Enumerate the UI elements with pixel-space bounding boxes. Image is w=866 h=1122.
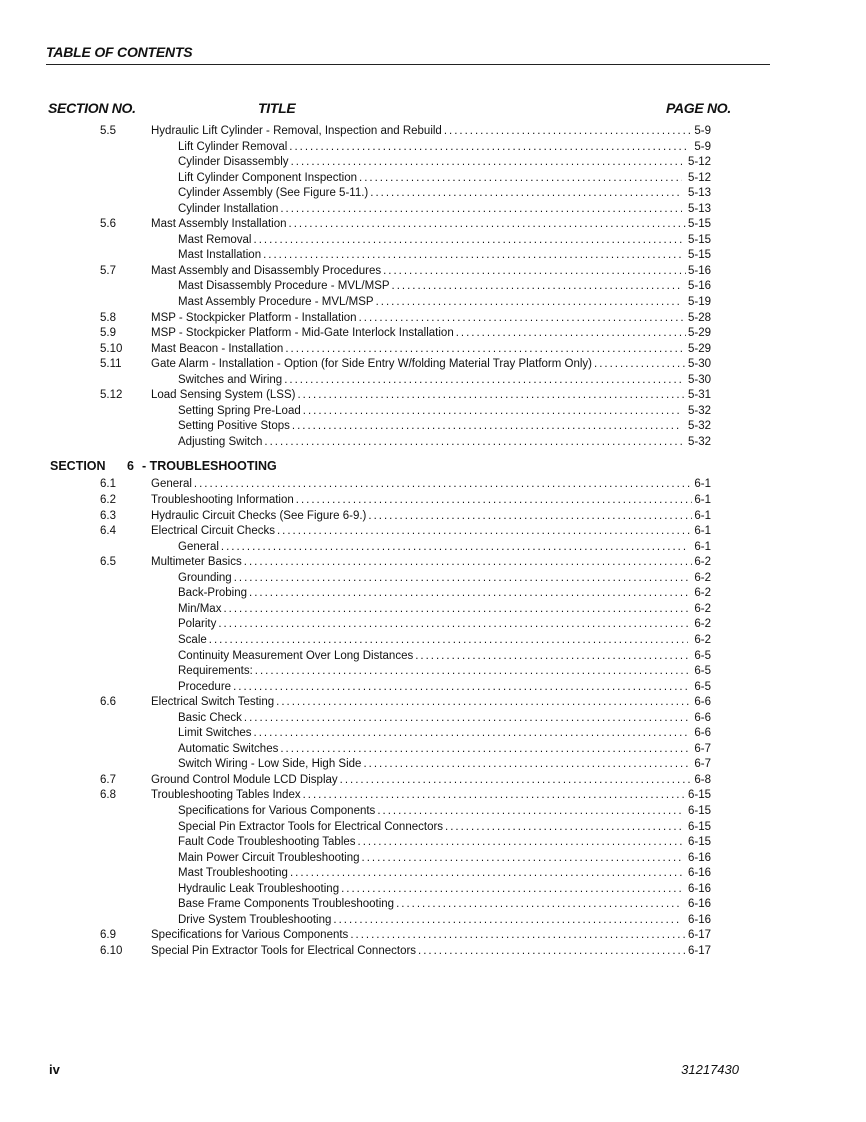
entry-page: 5-12 — [687, 156, 711, 169]
entry-title: Hydraulic Leak Troubleshooting — [178, 882, 340, 895]
toc-group-section-6 — [0, 477, 866, 959]
entry-page: 5-31 — [687, 389, 711, 402]
toc-entry[interactable] — [0, 882, 866, 898]
entry-title: Continuity Measurement Over Long Distances — [178, 649, 414, 662]
toc-entry[interactable] — [0, 342, 866, 358]
toc-entry[interactable] — [0, 944, 866, 960]
entry-page: 6-1 — [694, 478, 711, 491]
entry-title: Limit Switches — [178, 727, 252, 740]
entry-number: 5.5 — [100, 125, 116, 137]
toc-entry[interactable] — [0, 695, 866, 711]
dot-leader — [264, 435, 682, 451]
entry-line — [178, 866, 711, 882]
dot-leader — [255, 664, 689, 680]
entry-title: Grounding — [178, 571, 232, 584]
entry-line — [151, 477, 711, 493]
toc-entry[interactable] — [0, 155, 866, 171]
entry-title: Switch Wiring - Low Side, High Side — [178, 758, 362, 771]
entry-title: Mast Disassembly Procedure - MVL/MSP — [178, 280, 390, 293]
dot-leader — [333, 913, 682, 929]
toc-entry[interactable] — [0, 711, 866, 727]
entry-title: Automatic Switches — [178, 742, 279, 755]
toc-entry[interactable] — [0, 649, 866, 665]
dot-leader — [368, 509, 692, 525]
entry-number: 6.2 — [100, 494, 116, 507]
toc-entry[interactable] — [0, 851, 866, 867]
entry-line — [178, 835, 711, 851]
entry-number: 6.4 — [100, 525, 116, 538]
entry-number: 5.11 — [100, 358, 122, 371]
entry-page: 6-1 — [694, 494, 711, 507]
entry-line — [151, 311, 711, 327]
entry-page: 5-15 — [687, 233, 711, 246]
dot-leader — [444, 124, 693, 140]
entry-number: 5.7 — [100, 264, 116, 277]
toc-entry[interactable] — [0, 726, 866, 742]
entry-line — [178, 233, 711, 249]
dot-leader — [392, 279, 682, 295]
entry-number: 5.6 — [100, 218, 116, 231]
entry-line — [151, 326, 711, 342]
entry-page: 6-8 — [694, 773, 711, 786]
entry-number: 6.10 — [100, 944, 123, 957]
dot-leader — [290, 866, 682, 882]
toc-entry[interactable] — [0, 311, 866, 327]
entry-page: 5-30 — [687, 373, 711, 386]
entry-title: Lift Cylinder Removal — [178, 140, 288, 153]
entry-page: 6-7 — [694, 758, 711, 771]
entry-line — [178, 664, 711, 680]
entry-title: General — [151, 478, 192, 491]
entry-page: 5-13 — [687, 202, 711, 215]
toc-entry[interactable] — [0, 571, 866, 587]
toc-entry[interactable] — [0, 202, 866, 218]
entry-line — [151, 357, 711, 373]
entry-number: 6.1 — [100, 478, 116, 491]
toc-entry[interactable] — [0, 404, 866, 420]
entry-line — [178, 202, 711, 218]
dot-leader — [445, 820, 682, 836]
dot-leader — [376, 295, 682, 311]
entry-number: 6.5 — [100, 556, 116, 569]
toc-entry[interactable] — [0, 680, 866, 696]
toc-entry[interactable] — [0, 140, 866, 156]
entry-title: Mast Beacon - Installation — [151, 342, 284, 355]
entry-line — [178, 711, 711, 727]
entry-page: 5-32 — [687, 420, 711, 433]
dot-leader — [284, 373, 682, 389]
entry-page: 6-5 — [694, 680, 711, 693]
dot-leader — [276, 695, 692, 711]
entry-page: 6-15 — [687, 820, 711, 833]
entry-page: 5-29 — [687, 327, 711, 340]
entry-line — [178, 726, 711, 742]
toc-entry[interactable] — [0, 217, 866, 233]
entry-page: 5-32 — [687, 404, 711, 417]
footer-document-number: 31217430 — [681, 1062, 739, 1077]
entry-title: Hydraulic Lift Cylinder - Removal, Inspection and Rebuild — [151, 125, 442, 137]
entry-page: 5-19 — [687, 296, 711, 309]
dot-leader — [292, 419, 682, 435]
entry-page: 6-16 — [687, 913, 711, 926]
entry-number: 5.12 — [100, 389, 123, 402]
entry-page: 5-9 — [694, 140, 711, 153]
dot-leader — [263, 248, 682, 264]
entry-page: 6-5 — [694, 665, 711, 678]
toc-entry[interactable] — [0, 388, 866, 404]
dot-leader — [377, 804, 682, 820]
entry-page: 6-7 — [694, 742, 711, 755]
entry-title: Scale — [178, 633, 207, 646]
dot-leader — [223, 602, 688, 618]
section-heading[interactable] — [0, 455, 866, 477]
entry-page: 6-2 — [694, 571, 711, 584]
toc-entry[interactable] — [0, 524, 866, 540]
entry-title: Setting Spring Pre-Load — [178, 404, 301, 417]
dot-leader — [289, 140, 688, 156]
toc-entry[interactable] — [0, 742, 866, 758]
entry-title: General — [178, 540, 219, 553]
entry-title: Back-Probing — [178, 587, 248, 600]
entry-title: Adjusting Switch — [178, 435, 263, 448]
section-label: SECTION — [50, 459, 106, 474]
section-number: 6 — [127, 459, 134, 474]
entry-title: Main Power Circuit Troubleshooting — [178, 851, 360, 864]
entry-page: 6-15 — [687, 836, 711, 849]
toc-entry[interactable] — [0, 804, 866, 820]
entry-number: 5.9 — [100, 327, 116, 340]
entry-line — [178, 617, 711, 633]
entry-title: Electrical Switch Testing — [151, 696, 275, 709]
entry-title: Fault Code Troubleshooting Tables — [178, 836, 356, 849]
toc-entry[interactable] — [0, 586, 866, 602]
entry-page: 6-16 — [687, 867, 711, 880]
entry-line — [151, 944, 711, 960]
entry-line — [178, 649, 711, 665]
entry-title: Load Sensing System (LSS) — [151, 389, 296, 402]
entry-title: Setting Positive Stops — [178, 420, 290, 433]
entry-line — [178, 140, 711, 156]
entry-line — [178, 171, 711, 187]
entry-line — [178, 602, 711, 618]
entry-line — [178, 851, 711, 867]
entry-title: Lift Cylinder Component Inspection — [178, 171, 357, 184]
entry-line — [151, 493, 711, 509]
entry-line — [178, 419, 711, 435]
entry-title: Mast Troubleshooting — [178, 867, 288, 880]
toc-group-section-5 — [0, 124, 866, 450]
entry-title: Requirements: — [178, 665, 253, 678]
entry-line — [178, 757, 711, 773]
dot-leader — [244, 555, 693, 571]
entry-page: 5-29 — [687, 342, 711, 355]
dot-leader — [221, 540, 688, 556]
dot-leader — [362, 851, 682, 867]
dot-leader — [358, 835, 682, 851]
entry-line — [178, 186, 711, 202]
entry-line — [151, 555, 711, 571]
entry-title: Polarity — [178, 618, 217, 631]
toc-entry[interactable] — [0, 171, 866, 187]
entry-title: Special Pin Extractor Tools for Electrical Connectors — [178, 820, 444, 833]
dot-leader — [370, 186, 682, 202]
toc-entry[interactable] — [0, 928, 866, 944]
toc-entry[interactable] — [0, 264, 866, 280]
entry-title: Cylinder Disassembly — [178, 156, 289, 169]
entry-title: Specifications for Various Components — [178, 804, 376, 817]
entry-line — [151, 342, 711, 358]
entry-title: Min/Max — [178, 602, 222, 615]
footer-page-number: iv — [49, 1062, 60, 1077]
dot-leader — [289, 217, 686, 233]
toc-entry[interactable] — [0, 602, 866, 618]
entry-line — [178, 820, 711, 836]
dot-leader — [280, 742, 688, 758]
dot-leader — [233, 680, 688, 696]
dot-leader — [594, 357, 686, 373]
entry-line — [178, 804, 711, 820]
dot-leader — [285, 342, 686, 358]
toc-entry[interactable] — [0, 124, 866, 140]
entry-title: Mast Assembly Installation — [151, 218, 287, 231]
entry-page: 6-2 — [694, 618, 711, 631]
toc-entry[interactable] — [0, 248, 866, 264]
entry-line — [178, 155, 711, 171]
entry-title: Multimeter Basics — [151, 556, 242, 569]
entry-page: 5-13 — [687, 187, 711, 200]
toc-entry[interactable] — [0, 820, 866, 836]
entry-page: 5-15 — [687, 218, 711, 231]
toc-entry[interactable] — [0, 493, 866, 509]
dot-leader — [209, 633, 689, 649]
entry-number: 6.9 — [100, 929, 116, 942]
column-header-section: SECTION NO. — [48, 100, 136, 116]
dot-leader — [359, 171, 682, 187]
dot-leader — [254, 726, 689, 742]
entry-line — [178, 404, 711, 420]
column-header-title: TITLE — [258, 100, 296, 116]
dot-leader — [303, 404, 682, 420]
entry-line — [151, 124, 711, 140]
toc-entry[interactable] — [0, 357, 866, 373]
entry-title: MSP - Stockpicker Platform - Mid-Gate Interlock Installation — [151, 327, 454, 340]
toc-entry[interactable] — [0, 540, 866, 556]
entry-title: Mast Removal — [178, 233, 252, 246]
entry-page: 6-5 — [694, 649, 711, 662]
dot-leader — [297, 388, 686, 404]
entry-line — [151, 773, 711, 789]
entry-line — [151, 524, 711, 540]
entry-page: 6-1 — [694, 509, 711, 522]
dot-leader — [218, 617, 688, 633]
entry-page: 5-28 — [687, 311, 711, 324]
entry-page: 5-15 — [687, 249, 711, 262]
dot-leader — [254, 233, 682, 249]
entry-page: 5-30 — [687, 358, 711, 371]
dot-leader — [303, 788, 686, 804]
entry-title: Base Frame Components Troubleshooting — [178, 898, 395, 911]
toc-entry[interactable] — [0, 555, 866, 571]
entry-page: 6-2 — [694, 633, 711, 646]
entry-page: 6-1 — [694, 525, 711, 538]
entry-title: Cylinder Assembly (See Figure 5-11.) — [178, 187, 369, 200]
entry-line — [151, 388, 711, 404]
entry-page: 6-16 — [687, 882, 711, 895]
entry-line — [178, 897, 711, 913]
entry-line — [151, 509, 711, 525]
entry-title: Gate Alarm - Installation - Option (for Side Entry W/folding Material Tray Platform Only) — [151, 358, 592, 371]
entry-page: 5-16 — [687, 264, 711, 277]
entry-line — [178, 571, 711, 587]
entry-line — [151, 788, 711, 804]
dot-leader — [350, 928, 686, 944]
entry-line — [178, 435, 711, 451]
entry-title: Specifications for Various Components — [151, 929, 349, 942]
dot-leader — [249, 586, 688, 602]
entry-line — [178, 742, 711, 758]
entry-page: 6-15 — [687, 804, 711, 817]
entry-title: Mast Installation — [178, 249, 262, 262]
entry-page: 6-17 — [687, 944, 711, 957]
toc-entry[interactable] — [0, 617, 866, 633]
toc-entry[interactable] — [0, 773, 866, 789]
entry-page: 6-16 — [687, 898, 711, 911]
toc-entry[interactable] — [0, 913, 866, 929]
toc-entry[interactable] — [0, 509, 866, 525]
toc-entry[interactable] — [0, 866, 866, 882]
entry-number: 5.8 — [100, 311, 116, 324]
dot-leader — [396, 897, 682, 913]
entry-line — [178, 295, 711, 311]
entry-number: 6.6 — [100, 696, 116, 709]
entry-page: 6-16 — [687, 851, 711, 864]
toc-entry[interactable] — [0, 897, 866, 913]
entry-line — [178, 633, 711, 649]
entry-page: 5-12 — [687, 171, 711, 184]
entry-page: 6-15 — [687, 789, 711, 802]
toc-entry[interactable] — [0, 373, 866, 389]
dot-leader — [415, 649, 688, 665]
dot-leader — [296, 493, 693, 509]
entry-title: Ground Control Module LCD Display — [151, 773, 338, 786]
toc-entry[interactable] — [0, 435, 866, 451]
dot-leader — [383, 264, 686, 280]
entry-line — [178, 586, 711, 602]
page-header-title: TABLE OF CONTENTS — [46, 44, 770, 65]
entry-line — [178, 540, 711, 556]
entry-line — [151, 928, 711, 944]
toc-entry[interactable] — [0, 233, 866, 249]
toc-entry[interactable] — [0, 477, 866, 493]
entry-line — [178, 680, 711, 696]
entry-line — [178, 279, 711, 295]
toc-entry[interactable] — [0, 633, 866, 649]
entry-line — [178, 248, 711, 264]
column-header-page: PAGE NO. — [665, 100, 731, 116]
entry-title: Basic Check — [178, 711, 242, 724]
entry-title: Procedure — [178, 680, 232, 693]
table-of-contents — [0, 124, 866, 959]
entry-page: 5-16 — [687, 280, 711, 293]
toc-entry[interactable] — [0, 664, 866, 680]
entry-title: Switches and Wiring — [178, 373, 283, 386]
entry-page: 6-6 — [694, 696, 711, 709]
entry-title: Mast Assembly Procedure - MVL/MSP — [178, 296, 374, 309]
section-title: - TROUBLESHOOTING — [142, 459, 277, 474]
dot-leader — [234, 571, 689, 587]
entry-page: 6-2 — [694, 602, 711, 615]
entry-title: Cylinder Installation — [178, 202, 279, 215]
toc-entry[interactable] — [0, 186, 866, 202]
entry-title: Electrical Circuit Checks — [151, 525, 275, 538]
entry-title: Troubleshooting Information — [151, 494, 294, 507]
entry-page: 6-1 — [694, 540, 711, 553]
toc-entry[interactable] — [0, 419, 866, 435]
entry-page: 6-2 — [694, 556, 711, 569]
toc-entry[interactable] — [0, 279, 866, 295]
entry-page: 6-6 — [694, 711, 711, 724]
entry-title: Drive System Troubleshooting — [178, 913, 332, 926]
entry-line — [151, 217, 711, 233]
dot-leader — [456, 326, 686, 342]
entry-page: 5-32 — [687, 435, 711, 448]
entry-line — [178, 373, 711, 389]
dot-leader — [341, 882, 682, 898]
dot-leader — [194, 477, 692, 493]
dot-leader — [277, 524, 692, 540]
entry-line — [151, 264, 711, 280]
entry-number: 6.8 — [100, 789, 116, 802]
dot-leader — [280, 202, 682, 218]
entry-title: MSP - Stockpicker Platform - Installation — [151, 311, 357, 324]
entry-title: Special Pin Extractor Tools for Electrical Connectors — [151, 944, 417, 957]
dot-leader — [244, 711, 688, 727]
entry-page: 5-9 — [694, 125, 711, 137]
entry-page: 6-17 — [687, 929, 711, 942]
entry-line — [178, 913, 711, 929]
entry-line — [178, 882, 711, 898]
entry-title: Hydraulic Circuit Checks (See Figure 6-9.) — [151, 509, 367, 522]
entry-number: 5.10 — [100, 342, 123, 355]
toc-entry[interactable] — [0, 757, 866, 773]
entry-number: 6.3 — [100, 509, 116, 522]
dot-leader — [291, 155, 682, 171]
toc-entry[interactable] — [0, 788, 866, 804]
dot-leader — [340, 773, 693, 789]
entry-title: Mast Assembly and Disassembly Procedures — [151, 264, 382, 277]
dot-leader — [418, 944, 686, 960]
entry-page: 6-6 — [694, 727, 711, 740]
entry-title: Troubleshooting Tables Index — [151, 789, 301, 802]
entry-page: 6-2 — [694, 587, 711, 600]
entry-line — [151, 695, 711, 711]
dot-leader — [363, 757, 688, 773]
dot-leader — [359, 311, 686, 327]
entry-number: 6.7 — [100, 773, 116, 786]
toc-entry[interactable] — [0, 326, 866, 342]
toc-entry[interactable] — [0, 835, 866, 851]
toc-entry[interactable] — [0, 295, 866, 311]
